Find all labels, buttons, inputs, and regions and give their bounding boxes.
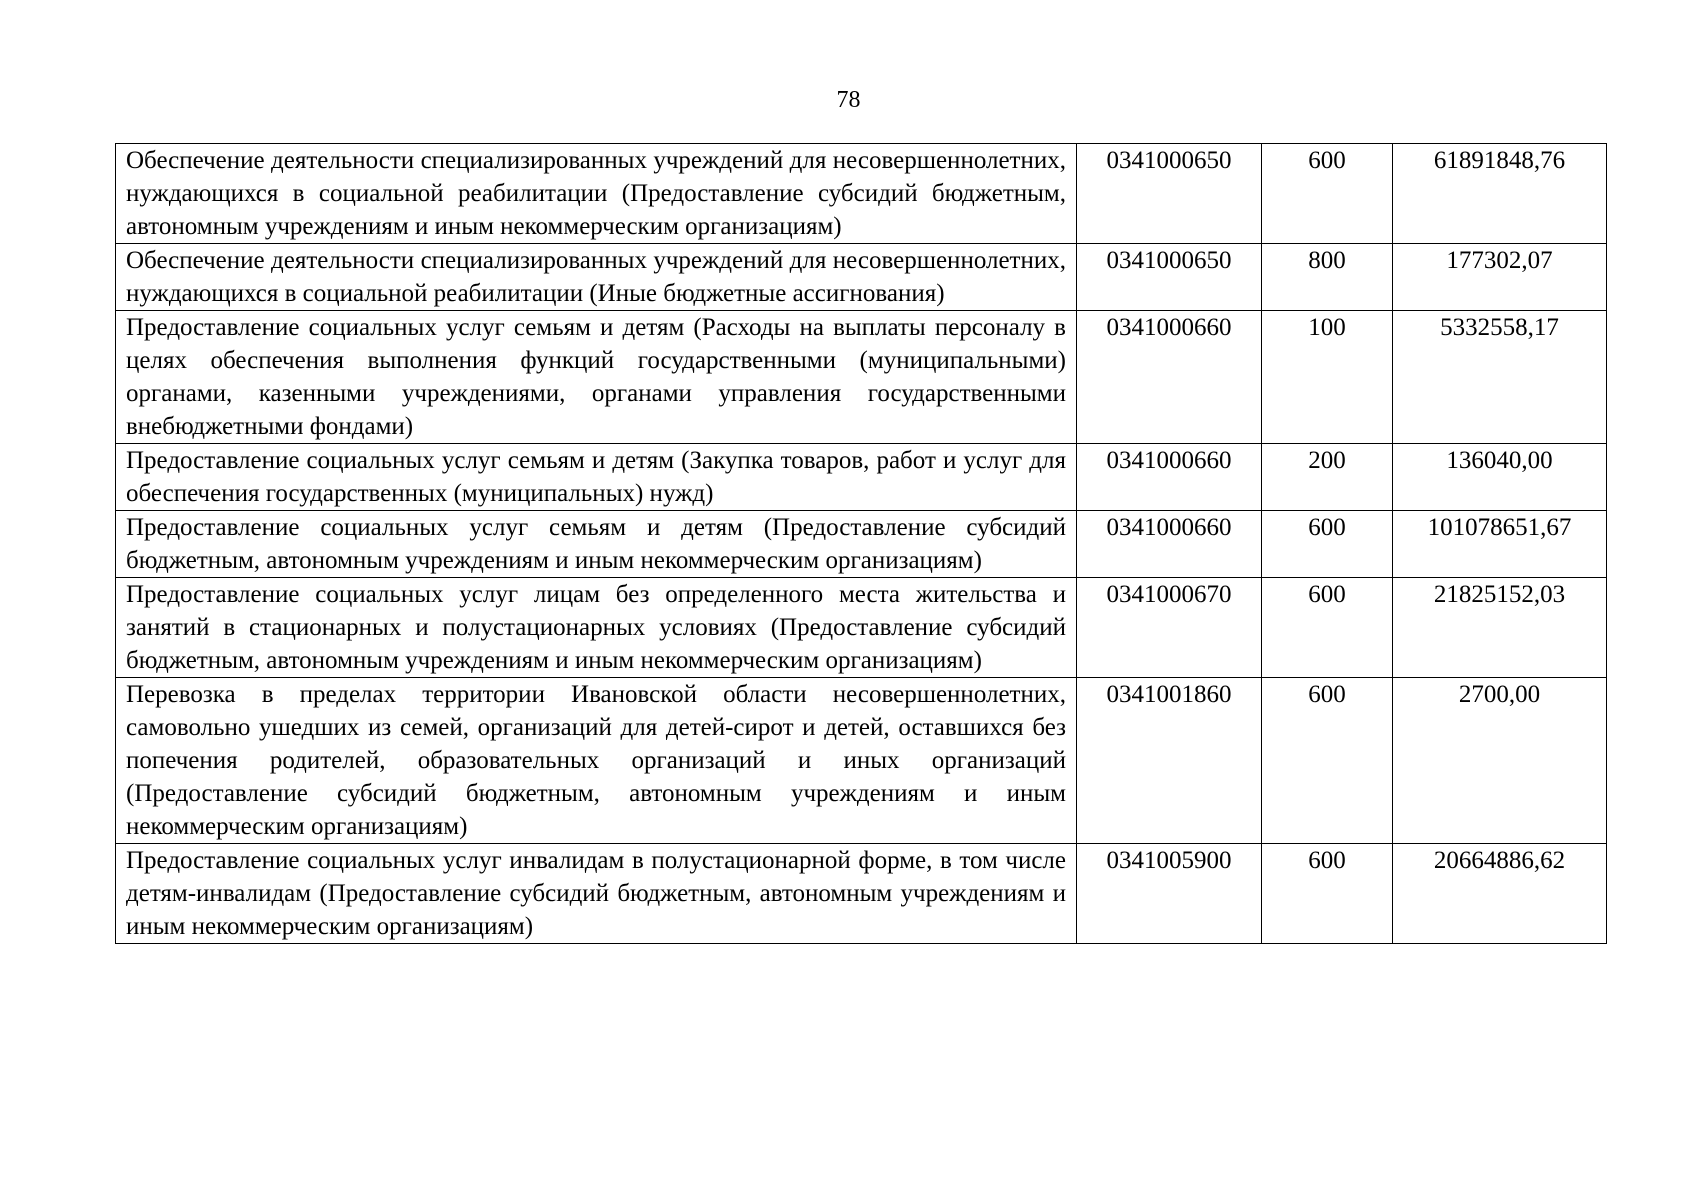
row-code: 0341001860 <box>1077 678 1262 844</box>
row-description: Предоставление социальных услуг инвалидам в полустационарной форме, в том числе детям-инвалидам (Предоставление субсидий бюджетным, автономным учреждениям и иным некоммерческим организациям) <box>116 844 1077 944</box>
row-code: 0341000650 <box>1077 144 1262 244</box>
row-expense-type: 600 <box>1262 578 1393 678</box>
table-row <box>116 844 1607 944</box>
table-row <box>116 578 1607 678</box>
row-code: 0341000660 <box>1077 444 1262 511</box>
table-row <box>116 511 1607 578</box>
row-description: Предоставление социальных услуг семьям и детям (Расходы на выплаты персоналу в целях обеспечения выполнения функций государственными (муниципальными) органами, казенными учреждениями, органами управления государственными внебюджетными фондами) <box>116 311 1077 444</box>
row-amount: 136040,00 <box>1393 444 1607 511</box>
row-code: 0341000650 <box>1077 244 1262 311</box>
row-amount: 101078651,67 <box>1393 511 1607 578</box>
row-expense-type: 600 <box>1262 144 1393 244</box>
table-row <box>116 144 1607 244</box>
row-description: Перевозка в пределах территории Ивановской области несовершеннолетних, самовольно ушедших из семей, организаций для детей-сирот и детей, оставшихся без попечения родителей, образовательных организаций и иных организаций (Предоставление субсидий бюджетным, автономным учреждениям и иным некоммерческим организациям) <box>116 678 1077 844</box>
row-amount: 61891848,76 <box>1393 144 1607 244</box>
row-expense-type: 600 <box>1262 678 1393 844</box>
row-description: Обеспечение деятельности специализированных учреждений для несовершеннолетних, нуждающихся в социальной реабилитации (Иные бюджетные ассигнования) <box>116 244 1077 311</box>
table-row <box>116 678 1607 844</box>
table-row <box>116 444 1607 511</box>
table-row <box>116 311 1607 444</box>
row-expense-type: 600 <box>1262 844 1393 944</box>
row-code: 0341005900 <box>1077 844 1262 944</box>
budget-table <box>115 143 1607 944</box>
row-expense-type: 100 <box>1262 311 1393 444</box>
row-amount: 2700,00 <box>1393 678 1607 844</box>
page-number: 78 <box>836 87 861 113</box>
row-expense-type: 600 <box>1262 511 1393 578</box>
row-amount: 177302,07 <box>1393 244 1607 311</box>
row-amount: 20664886,62 <box>1393 844 1607 944</box>
row-description: Предоставление социальных услуг семьям и детям (Предоставление субсидий бюджетным, автономным учреждениям и иным некоммерческим организациям) <box>116 511 1077 578</box>
row-description: Предоставление социальных услуг лицам без определенного места жительства и занятий в стационарных и полустационарных условиях (Предоставление субсидий бюджетным, автономным учреждениям и иным некоммерческим организациям) <box>116 578 1077 678</box>
row-code: 0341000660 <box>1077 311 1262 444</box>
row-amount: 21825152,03 <box>1393 578 1607 678</box>
table-row <box>116 244 1607 311</box>
row-description: Обеспечение деятельности специализированных учреждений для несовершеннолетних, нуждающихся в социальной реабилитации (Предоставление субсидий бюджетным, автономным учреждениям и иным некоммерческим организациям) <box>116 144 1077 244</box>
row-code: 0341000670 <box>1077 578 1262 678</box>
row-description: Предоставление социальных услуг семьям и детям (Закупка товаров, работ и услуг для обеспечения государственных (муниципальных) нужд) <box>116 444 1077 511</box>
row-expense-type: 800 <box>1262 244 1393 311</box>
row-expense-type: 200 <box>1262 444 1393 511</box>
row-amount: 5332558,17 <box>1393 311 1607 444</box>
row-code: 0341000660 <box>1077 511 1262 578</box>
